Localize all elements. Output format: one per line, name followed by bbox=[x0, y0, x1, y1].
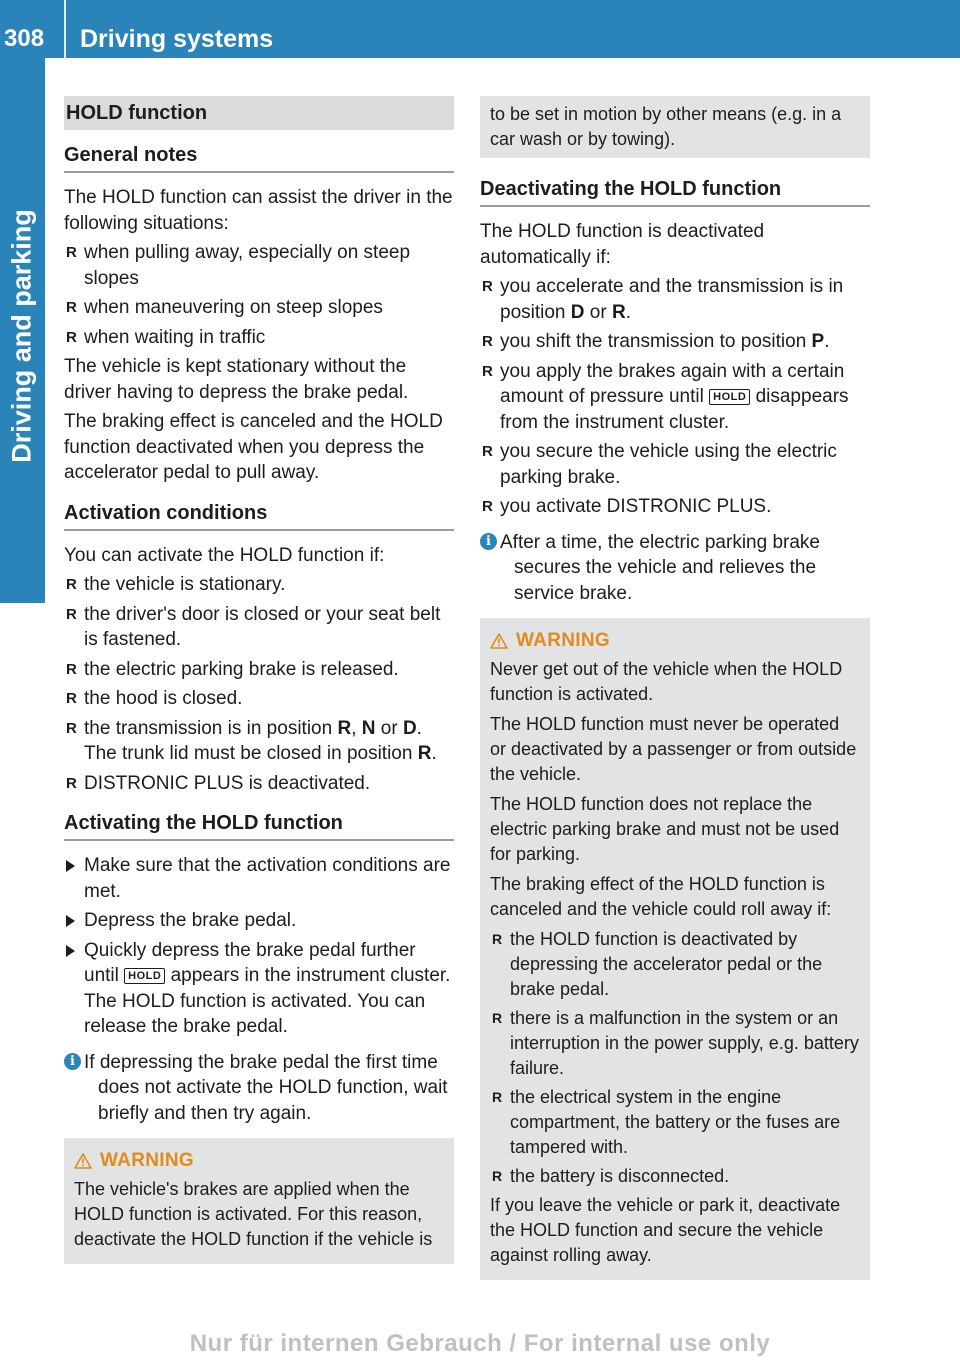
step-item bbox=[64, 938, 454, 1040]
position-d: D bbox=[570, 301, 585, 323]
text: . bbox=[431, 743, 437, 764]
warning-text: Never get out of the vehicle when the HOLD function is activated. bbox=[490, 659, 843, 704]
right-column bbox=[480, 96, 870, 1280]
position-r: R bbox=[611, 301, 626, 323]
warning-text: The HOLD function does not replace the electric parking brake and must not be used for parking. bbox=[490, 794, 840, 864]
warning-header bbox=[490, 628, 860, 653]
page-header bbox=[0, 0, 960, 58]
activation-intro: You can activate the HOLD function if: bbox=[64, 544, 385, 566]
side-tab-label: Driving and parking bbox=[6, 209, 37, 463]
chapter-title: Driving systems bbox=[80, 25, 274, 53]
arrow-icon bbox=[66, 860, 75, 872]
heading-activating: Activating the HOLD function bbox=[64, 810, 454, 841]
paragraph: The vehicle is kept stationary without the driver having to depress the brake pedal. bbox=[64, 356, 409, 403]
text: or bbox=[375, 717, 403, 739]
text: you shift the transmission to position bbox=[500, 331, 812, 352]
list-item: R there is a malfunction in the system or an interruption in the power supply, e.g. battery failure. bbox=[490, 1006, 860, 1081]
page-number: 308 bbox=[4, 25, 45, 52]
warning-text: The HOLD function must never be operated or deactivated by a passenger or from outside the vehicle. bbox=[490, 714, 857, 784]
paragraph: The braking effect is canceled and the HOLD function deactivated when you depress the accelerator pedal to pull away. bbox=[64, 411, 443, 483]
list-item: R the vehicle is stationary. bbox=[64, 572, 454, 598]
info-note bbox=[64, 1050, 454, 1127]
heading-general-notes: General notes bbox=[64, 142, 454, 173]
text: or bbox=[584, 301, 612, 323]
heading-activation-conditions: Activation conditions bbox=[64, 500, 454, 531]
list-item bbox=[480, 274, 870, 325]
position-p: P bbox=[811, 331, 825, 352]
info-text: If depressing the brake pedal the first time does not activate the HOLD function, wait briefly and then try again. bbox=[84, 1051, 448, 1124]
position-r: R bbox=[417, 743, 432, 764]
footer-watermark: Nur für internen Gebrauch / For internal use only bbox=[189, 1330, 771, 1357]
activating-steps bbox=[64, 853, 454, 1040]
warning-triangle-icon bbox=[490, 633, 508, 649]
list-item bbox=[480, 329, 870, 355]
side-tab bbox=[0, 58, 45, 603]
list-item bbox=[64, 716, 454, 767]
list-item: R when waiting in traffic bbox=[64, 325, 454, 351]
arrow-icon bbox=[66, 915, 75, 927]
text: you accelerate and the transmission is in position bbox=[500, 276, 844, 323]
position-d: D bbox=[402, 717, 417, 739]
deactivating-intro: The HOLD function is deactivated automatically if: bbox=[480, 221, 765, 268]
list-item bbox=[480, 359, 870, 436]
text: . bbox=[824, 331, 830, 352]
list-item: R the electric parking brake is released. bbox=[64, 657, 454, 683]
text: disappears from the instrument cluster. bbox=[500, 386, 849, 433]
header-divider bbox=[64, 0, 66, 58]
info-icon: i bbox=[64, 1053, 81, 1070]
step-text: appears in the instrument cluster. bbox=[165, 965, 451, 986]
text: . bbox=[625, 301, 631, 323]
activation-list bbox=[64, 572, 454, 796]
list-item: R when pulling away, especially on steep slopes bbox=[64, 240, 454, 291]
list-item: R the HOLD function is deactivated by depressing the accelerator pedal or the brake pedal. bbox=[490, 927, 860, 1002]
position-r: R bbox=[337, 717, 352, 739]
list-item: R the battery is disconnected. bbox=[490, 1164, 860, 1189]
warning-text: The braking effect of the HOLD function is canceled and the vehicle could roll away if: bbox=[490, 874, 832, 919]
step-text: Make sure that the activation conditions are met. bbox=[84, 855, 451, 902]
deactivating-list bbox=[480, 274, 870, 520]
warning-triangle-icon bbox=[74, 1153, 92, 1169]
text: . The trunk lid must be closed in position bbox=[84, 717, 422, 764]
hold-indicator-icon: HOLD bbox=[124, 968, 165, 984]
text: you apply the brakes again with a certain amount of pressure until bbox=[500, 360, 845, 407]
warning-text: The vehicle's brakes are applied when the HOLD function is activated. For this reason, deactivate the HOLD function if the vehicle is bbox=[74, 1179, 433, 1249]
position-n: N bbox=[361, 717, 376, 739]
section-title: HOLD function bbox=[64, 96, 454, 130]
warning-list bbox=[490, 927, 860, 1189]
warning-box bbox=[480, 618, 870, 1280]
warning-continued: to be set in motion by other means (e.g. in a car wash or by towing). bbox=[480, 96, 870, 158]
general-notes-intro: The HOLD function can assist the driver in the following situations: bbox=[64, 187, 453, 234]
general-notes-list bbox=[64, 240, 454, 350]
step-text: Depress the brake pedal. bbox=[84, 910, 297, 931]
step-text: Quickly depress the brake pedal further until bbox=[84, 939, 416, 986]
warning-title: WARNING bbox=[516, 630, 610, 651]
warning-title: WARNING bbox=[100, 1150, 194, 1171]
list-item: R when maneuvering on steep slopes bbox=[64, 295, 454, 321]
warning-text: If you leave the vehicle or park it, deactivate the HOLD function and secure the vehicle against rolling away. bbox=[490, 1195, 841, 1265]
text: , bbox=[351, 717, 362, 739]
list-item: R the hood is closed. bbox=[64, 686, 454, 712]
hold-indicator-icon: HOLD bbox=[709, 389, 750, 405]
warning-box bbox=[64, 1138, 454, 1264]
info-icon: i bbox=[480, 533, 497, 550]
info-text: After a time, the electric parking brake secures the vehicle and relieves the service brake. bbox=[500, 531, 820, 604]
heading-deactivating: Deactivating the HOLD function bbox=[480, 176, 870, 207]
list-item: R the electrical system in the engine compartment, the battery or the fuses are tampered with. bbox=[490, 1085, 860, 1160]
step-result: The HOLD function is activated. You can release the brake pedal. bbox=[84, 990, 426, 1037]
left-column bbox=[64, 96, 454, 1264]
list-item: R you activate DISTRONIC PLUS. bbox=[480, 494, 870, 520]
list-item: R the driver's door is closed or your seat belt is fastened. bbox=[64, 602, 454, 653]
info-note bbox=[480, 530, 870, 607]
step-item bbox=[64, 853, 454, 904]
arrow-icon bbox=[66, 945, 75, 957]
step-item bbox=[64, 908, 454, 934]
warning-header bbox=[74, 1148, 444, 1173]
list-item: R DISTRONIC PLUS is deactivated. bbox=[64, 771, 454, 797]
text: the transmission is in position bbox=[84, 717, 338, 739]
list-item: R you secure the vehicle using the electric parking brake. bbox=[480, 439, 870, 490]
